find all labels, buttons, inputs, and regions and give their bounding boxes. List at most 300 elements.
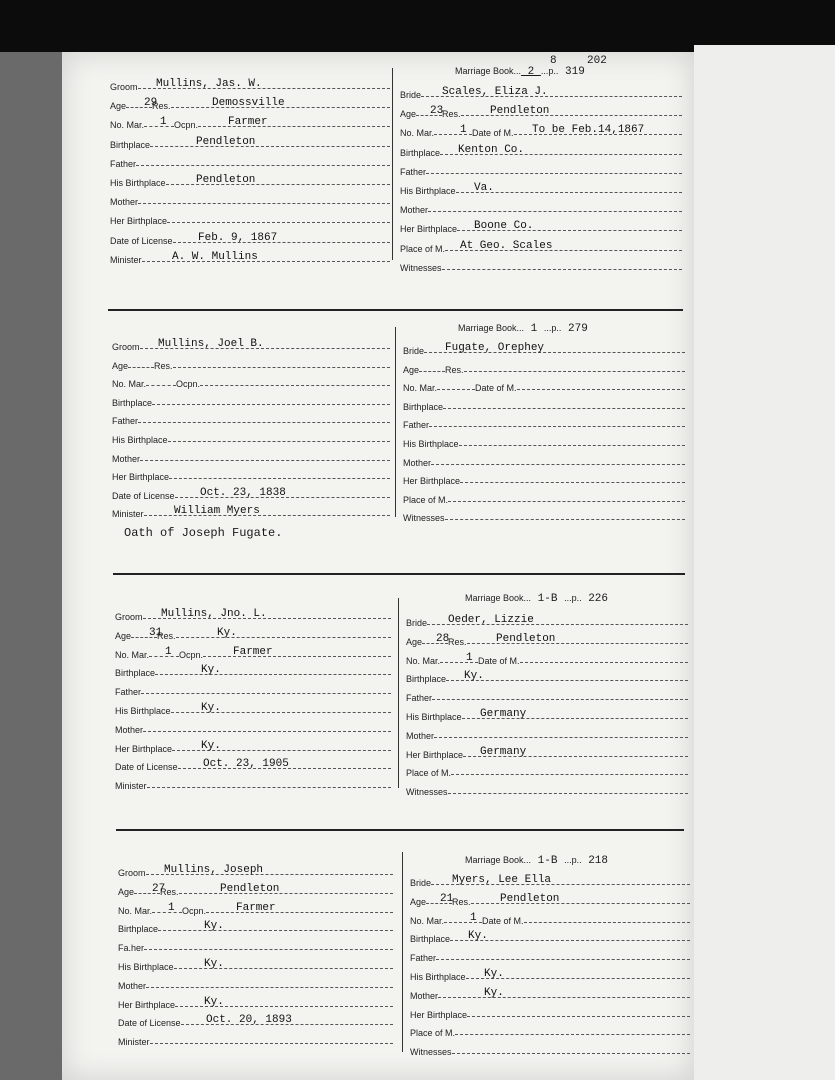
bride-her-birthplace-field — [403, 470, 685, 486]
rule — [150, 1042, 393, 1044]
groom-age-field — [115, 625, 391, 641]
marriage-book-label: Marriage Book — [465, 593, 524, 603]
rule — [200, 384, 390, 386]
bride-no-mar-field-label: No. Mar. — [410, 915, 445, 926]
bride-age-field-label: Age — [406, 636, 423, 647]
groom-date-of-license-field-label: Date of License — [115, 762, 178, 773]
bride-age-field — [400, 103, 682, 119]
rule — [179, 892, 393, 894]
groom-minister-field-label: Minister — [110, 254, 142, 265]
rule — [138, 202, 390, 204]
bride-no-mar-field-label2: Date of M. — [478, 655, 520, 666]
bride-no-mar-field — [410, 910, 690, 926]
groom-age-field-value: 31 — [149, 626, 163, 639]
bride-no-mar-field-label2: Date of M. — [475, 383, 517, 394]
rule — [464, 370, 685, 372]
column-separator — [402, 852, 403, 1052]
groom-minister-field-label: Minister — [118, 1037, 150, 1048]
groom-birthplace-field-label: Birthplace — [110, 139, 151, 150]
groom-name-field-label: Groom — [118, 868, 146, 878]
bride-place-of-m-field-label: Place of M. — [406, 768, 452, 779]
bride-her-birthplace-field-value: Germany — [480, 745, 527, 758]
groom-age-field-label2: Res. — [160, 886, 179, 897]
groom-name-field-label: Groom — [110, 82, 138, 92]
marriage-page-correction: 202 — [587, 55, 607, 67]
bride-witnesses-field-label: Witnesses — [400, 262, 442, 273]
bride-her-birthplace-field — [410, 1004, 690, 1020]
bride-age-field-value: 23 — [430, 105, 444, 118]
groom-no-mar-field-label: No. Mar. — [118, 905, 153, 916]
bride-mother-field — [400, 199, 682, 215]
marriage-book-label: Marriage Book — [465, 855, 524, 865]
page-label: p — [551, 323, 557, 333]
rule — [158, 929, 393, 931]
bride-her-birthplace-field-label: Her Birthplace — [400, 224, 458, 235]
rule — [431, 463, 685, 465]
groom-birthplace-field — [112, 392, 390, 408]
bride-his-birthplace-field-value: Va. — [474, 182, 494, 194]
groom-birthplace-field-value: Ky. — [201, 664, 221, 677]
bride-age-field — [403, 359, 685, 375]
page-label: p — [571, 855, 577, 865]
groom-date-of-license-field-value: Oct. 20, 1893 — [206, 1014, 292, 1027]
marriage-book-ref: Marriage Book... 1-B ...p.. 226 — [465, 593, 609, 605]
record-note: Oath of Joseph Fugate. — [124, 526, 283, 540]
groom-father-field — [118, 937, 393, 953]
bride-age-field-label2: Res. — [448, 636, 467, 647]
groom-minister-field-value: William Myers — [174, 505, 260, 518]
groom-his-birthplace-field-label: His Birthplace — [118, 962, 174, 972]
groom-age-field-label2: Res. — [154, 360, 173, 371]
groom-mother-field-label: Mother — [118, 980, 147, 991]
bride-her-birthplace-field-label: Her Birthplace — [410, 1009, 468, 1020]
rule — [445, 518, 685, 520]
bride-his-birthplace-field — [403, 433, 685, 449]
groom-her-birthplace-field-value: Ky. — [201, 739, 221, 752]
groom-date-of-license-field-label: Date of License — [118, 1018, 181, 1029]
bride-place-of-m-field-label: Place of M. — [400, 243, 446, 254]
groom-age-field — [110, 95, 390, 111]
groom-her-birthplace-field-value: Ky. — [204, 995, 224, 1008]
groom-no-mar-field-value2: Farmer — [228, 116, 268, 129]
bride-age-field-label2: Res. — [445, 364, 464, 375]
rule — [438, 996, 690, 998]
groom-birthplace-field — [115, 662, 391, 678]
rule — [155, 673, 391, 675]
bride-age-field-label2: Res. — [452, 896, 471, 907]
groom-mother-field-label: Mother — [110, 197, 139, 208]
rule — [152, 403, 390, 405]
bride-witnesses-field — [403, 507, 685, 523]
bride-place-of-m-field — [403, 489, 685, 505]
bride-father-field — [403, 414, 685, 430]
bride-no-mar-field — [406, 650, 688, 666]
groom-name-field-label: Groom — [115, 612, 143, 622]
groom-date-of-license-field-label: Date of License — [110, 235, 173, 246]
bride-age-field-label: Age — [403, 364, 420, 375]
marriage-book-correction: 8 — [550, 55, 557, 67]
rule — [206, 911, 393, 913]
rule — [136, 164, 390, 166]
bride-birthplace-field — [410, 928, 690, 944]
bride-age-field — [406, 631, 688, 647]
groom-no-mar-field-label2: Ocpn. — [176, 379, 201, 390]
bride-her-birthplace-field-value: Boone Co. — [474, 220, 534, 233]
groom-her-birthplace-field — [118, 994, 393, 1010]
groom-date-of-license-field-label: Date of License — [112, 490, 175, 501]
groom-father-field — [110, 153, 390, 169]
groom-no-mar-field — [112, 373, 390, 389]
bride-her-birthplace-field-label: Her Birthplace — [406, 749, 464, 760]
groom-his-birthplace-field — [118, 956, 393, 972]
groom-date-of-license-field-value: Oct. 23, 1905 — [203, 758, 289, 771]
bride-mother-field-label: Mother — [400, 205, 429, 216]
marriage-book-label: Marriage Book — [455, 66, 514, 76]
bride-name-field-label: Bride — [400, 90, 422, 100]
groom-no-mar-field-label2: Ocpn. — [182, 905, 207, 916]
bride-age-field-value2: Pendleton — [496, 632, 556, 645]
groom-birthplace-field — [110, 134, 390, 150]
bride-no-mar-field-label: No. Mar. — [403, 383, 438, 394]
rule — [520, 661, 688, 663]
groom-age-field-label2: Res. — [152, 101, 171, 112]
groom-age-field-value2: Ky. — [217, 626, 237, 639]
marriage-book-page: 218 — [581, 855, 609, 867]
column-separator — [392, 68, 393, 260]
bride-his-birthplace-field — [400, 180, 682, 196]
scan-left-edge — [0, 52, 62, 1080]
rule — [437, 388, 475, 390]
marriage-book-ref: Marriage Book... 2 ...p.. 319 8 202 — [455, 55, 607, 78]
rule — [460, 481, 685, 483]
groom-age-field-label2: Res. — [157, 630, 176, 641]
bride-his-birthplace-field — [406, 706, 688, 722]
record-divider — [108, 309, 683, 311]
groom-father-field-label: Father — [112, 416, 139, 427]
marriage-book-number: 1 — [524, 323, 544, 335]
bride-mother-field-label: Mother — [410, 990, 439, 1001]
groom-his-birthplace-field — [112, 429, 390, 445]
groom-father-field-label: Father — [115, 687, 142, 698]
groom-no-mar-field-value: 1 — [168, 901, 175, 914]
rule — [459, 444, 685, 446]
bride-witnesses-field — [410, 1041, 690, 1057]
bride-mother-field-label: Mother — [403, 457, 432, 468]
groom-age-field-label: Age — [118, 886, 135, 897]
bride-name-field-value: Oeder, Lizzie — [448, 614, 534, 626]
groom-birthplace-field-label: Birthplace — [112, 397, 153, 408]
groom-minister-field — [110, 249, 390, 265]
bride-mother-field-value: Ky. — [484, 986, 504, 999]
bride-birthplace-field — [403, 396, 685, 412]
rule — [517, 388, 685, 390]
groom-no-mar-field-label: No. Mar. — [115, 649, 150, 660]
rule — [443, 407, 685, 409]
rule — [128, 366, 154, 368]
groom-birthplace-field-value: Pendleton — [196, 135, 256, 148]
bride-place-of-m-field — [410, 1022, 690, 1038]
groom-date-of-license-field — [118, 1012, 393, 1028]
rule — [146, 384, 176, 386]
marriage-book-label: Marriage Book — [458, 323, 517, 333]
groom-father-field-label: Fa.her — [118, 943, 145, 954]
groom-age-field-value2: Demossville — [212, 97, 285, 110]
bride-no-mar-field-label2: Date of M. — [482, 915, 524, 926]
bride-age-field-label2: Res. — [442, 109, 461, 120]
rule — [432, 698, 688, 700]
bride-birthplace-field-label: Birthplace — [400, 147, 441, 158]
rule — [173, 366, 390, 368]
rule — [455, 1033, 690, 1035]
bride-no-mar-field-label: No. Mar. — [406, 655, 441, 666]
groom-her-birthplace-field-label: Her Birthplace — [112, 472, 170, 483]
groom-age-field-label: Age — [115, 630, 132, 641]
bride-age-field-label: Age — [410, 896, 427, 907]
groom-name-field — [110, 76, 390, 92]
groom-her-birthplace-field-label: Her Birthplace — [118, 999, 176, 1010]
groom-minister-field — [115, 775, 391, 791]
bride-witnesses-field-label: Witnesses — [403, 513, 445, 524]
bride-father-field — [406, 687, 688, 703]
groom-mother-field-label: Mother — [115, 724, 144, 735]
groom-no-mar-field — [110, 114, 390, 130]
groom-name-field — [115, 606, 391, 622]
bride-no-mar-field — [403, 377, 685, 393]
groom-mother-field — [118, 975, 393, 991]
bride-his-birthplace-field-label: His Birthplace — [406, 712, 462, 722]
bride-age-field-value: 28 — [436, 632, 450, 645]
record-divider — [113, 573, 685, 575]
bride-birthplace-field-label: Birthplace — [410, 934, 451, 945]
rule — [150, 145, 390, 147]
groom-no-mar-field-value: 1 — [160, 116, 167, 129]
bride-name-field-value: Fugate, Orephey — [445, 342, 545, 354]
groom-date-of-license-field-value: Oct. 23, 1838 — [200, 486, 286, 499]
groom-father-field-label: Father — [110, 158, 137, 169]
groom-no-mar-field-label2: Ocpn. — [179, 649, 204, 660]
groom-no-mar-field-label2: Ocpn. — [174, 120, 199, 131]
groom-age-field-label: Age — [112, 360, 129, 371]
bride-name-field — [400, 84, 682, 100]
bride-his-birthplace-field-value: Ky. — [484, 968, 504, 980]
record-divider — [116, 829, 684, 831]
column-separator — [395, 327, 396, 517]
bride-his-birthplace-field-label: His Birthplace — [403, 439, 459, 449]
bride-witnesses-field-label: Witnesses — [410, 1047, 452, 1058]
bride-name-field — [406, 612, 688, 628]
groom-name-field-value: Mullins, Jas. W. — [156, 78, 262, 90]
bride-birthplace-field-value: Ky. — [464, 670, 484, 683]
groom-his-birthplace-field — [115, 700, 391, 716]
rule — [198, 125, 390, 127]
groom-birthplace-field-label: Birthplace — [118, 924, 159, 935]
rule — [442, 268, 682, 270]
bride-name-field — [410, 872, 690, 888]
rule — [169, 477, 390, 479]
groom-her-birthplace-field-label: Her Birthplace — [115, 743, 173, 754]
groom-his-birthplace-field — [110, 172, 390, 188]
groom-no-mar-field-label: No. Mar. — [110, 120, 145, 131]
groom-birthplace-field-label: Birthplace — [115, 668, 156, 679]
rule — [140, 459, 390, 461]
groom-no-mar-field-label: No. Mar. — [112, 379, 147, 390]
bride-name-field-label: Bride — [410, 878, 432, 888]
rule — [143, 730, 391, 732]
bride-no-mar-field-value: 1 — [460, 124, 467, 137]
marriage-book-ref: Marriage Book... 1-B ...p.. 218 — [465, 855, 609, 867]
groom-her-birthplace-field — [115, 738, 391, 754]
groom-his-birthplace-field-value: Ky. — [201, 702, 221, 714]
bride-mother-field-label: Mother — [406, 730, 435, 741]
groom-his-birthplace-field-label: His Birthplace — [110, 178, 166, 188]
rule — [452, 1052, 690, 1054]
groom-name-field-value: Mullins, Joseph — [164, 864, 264, 876]
bride-place-of-m-field-value: At Geo. Scales — [460, 239, 553, 252]
bride-name-field-value: Scales, Eliza J. — [442, 86, 548, 98]
groom-birthplace-field — [118, 918, 393, 934]
groom-his-birthplace-field-value: Ky. — [204, 958, 224, 970]
bride-mother-field — [403, 452, 685, 468]
groom-age-field-value: 29 — [144, 97, 158, 110]
bride-witnesses-field — [400, 257, 682, 273]
groom-no-mar-field-value2: Farmer — [236, 901, 276, 914]
rule — [448, 792, 688, 794]
rule — [141, 692, 391, 694]
groom-age-field — [112, 355, 390, 371]
marriage-book-ref: Marriage Book... 1 ...p.. 279 — [458, 323, 588, 335]
groom-date-of-license-field — [115, 756, 391, 772]
groom-her-birthplace-field-label: Her Birthplace — [110, 216, 168, 227]
rule — [176, 636, 391, 638]
groom-date-of-license-field — [112, 485, 390, 501]
bride-his-birthplace-field-value: Germany — [480, 708, 527, 720]
bride-age-field-value2: Pendleton — [490, 105, 550, 118]
rule — [428, 210, 682, 212]
groom-age-field-label: Age — [110, 101, 127, 112]
bride-father-field-label: Father — [403, 420, 430, 431]
rule — [524, 921, 690, 923]
bride-age-field-value2: Pendleton — [500, 892, 560, 905]
rule — [203, 655, 391, 657]
bride-her-birthplace-field-label: Her Birthplace — [403, 476, 461, 487]
rule — [138, 421, 390, 423]
groom-no-mar-field — [115, 644, 391, 660]
bride-mother-field — [406, 725, 688, 741]
bride-age-field-label: Age — [400, 109, 417, 120]
bride-place-of-m-field — [400, 238, 682, 254]
bride-no-mar-field-value: 1 — [466, 651, 473, 664]
rule — [426, 172, 682, 174]
bride-her-birthplace-field — [400, 218, 682, 234]
bride-birthplace-field — [400, 142, 682, 158]
rule — [144, 948, 393, 950]
groom-his-birthplace-field-label: His Birthplace — [112, 435, 168, 445]
groom-date-of-license-field — [110, 230, 390, 246]
bride-witnesses-field — [406, 781, 688, 797]
bride-name-field-label: Bride — [406, 618, 428, 628]
groom-no-mar-field — [118, 900, 393, 916]
groom-name-field — [118, 862, 393, 878]
groom-minister-field-label: Minister — [112, 509, 144, 520]
groom-age-field-value: 27 — [152, 882, 166, 895]
groom-name-field — [112, 336, 390, 352]
rule — [419, 370, 445, 372]
bride-name-field-label: Bride — [403, 346, 425, 356]
groom-father-field — [115, 681, 391, 697]
groom-birthplace-field-value: Ky. — [204, 920, 224, 933]
bride-birthplace-field — [406, 668, 688, 684]
rule — [429, 425, 685, 427]
bride-place-of-m-field-label: Place of M. — [403, 494, 449, 505]
bride-no-mar-field — [400, 122, 682, 138]
groom-his-birthplace-field-label: His Birthplace — [115, 706, 171, 716]
bride-her-birthplace-field — [406, 744, 688, 760]
bride-place-of-m-field-label: Place of M. — [410, 1028, 456, 1039]
groom-date-of-license-field-value: Feb. 9, 1867 — [198, 231, 278, 244]
bride-age-field — [410, 891, 690, 907]
bride-birthplace-field-value: Ky. — [468, 930, 488, 943]
marriage-book-page: 319 — [558, 66, 585, 78]
groom-name-field-label: Groom — [112, 342, 140, 352]
rule — [167, 221, 390, 223]
bride-name-field-value: Myers, Lee Ella — [452, 874, 552, 886]
groom-no-mar-field-value: 1 — [165, 645, 172, 658]
groom-no-mar-field-value2: Farmer — [233, 645, 273, 658]
groom-age-field — [118, 881, 393, 897]
marriage-book-number: 1-B — [531, 855, 565, 867]
marriage-book-page: 279 — [561, 323, 588, 335]
bride-place-of-m-field — [406, 762, 688, 778]
bride-no-mar-field-value2: To be Feb.14,1867 — [532, 124, 645, 137]
bride-mother-field — [410, 985, 690, 1001]
bride-his-birthplace-field-label: His Birthplace — [410, 972, 466, 982]
marriage-book-number: 2 — [521, 66, 541, 78]
groom-mother-field — [115, 719, 391, 735]
groom-minister-field — [118, 1031, 393, 1047]
rule — [147, 786, 391, 788]
bride-age-field-value: 21 — [440, 892, 454, 905]
column-separator — [398, 598, 399, 788]
groom-name-field-value: Mullins, Joel B. — [158, 338, 264, 350]
bride-father-field-label: Father — [410, 953, 437, 964]
groom-minister-field-value: A. W. Mullins — [172, 250, 258, 263]
bride-father-field — [410, 947, 690, 963]
bride-father-field-label: Father — [400, 166, 427, 177]
bride-birthplace-field-label: Birthplace — [406, 674, 447, 685]
rule — [434, 736, 688, 738]
bride-witnesses-field-label: Witnesses — [406, 787, 448, 798]
groom-mother-field — [112, 448, 390, 464]
scan-right-margin — [694, 45, 835, 1080]
bride-birthplace-field-label: Birthplace — [403, 401, 444, 412]
bride-birthplace-field-value: Kenton Co. — [458, 143, 525, 156]
groom-minister-field-label: Minister — [115, 781, 147, 792]
groom-name-field-value: Mullins, Jno. L. — [161, 608, 267, 620]
groom-his-birthplace-field-value: Pendleton — [196, 174, 256, 186]
groom-mother-field — [110, 191, 390, 207]
rule — [168, 440, 390, 442]
bride-his-birthplace-field-label: His Birthplace — [400, 186, 456, 196]
bride-father-field-label: Father — [406, 693, 433, 704]
rule — [436, 958, 690, 960]
bride-his-birthplace-field — [410, 966, 690, 982]
bride-no-mar-field-label2: Date of M. — [472, 128, 514, 139]
rule — [146, 986, 393, 988]
groom-her-birthplace-field — [112, 466, 390, 482]
page-label: p — [571, 593, 577, 603]
bride-name-field — [403, 340, 685, 356]
bride-no-mar-field-value: 1 — [470, 911, 477, 924]
